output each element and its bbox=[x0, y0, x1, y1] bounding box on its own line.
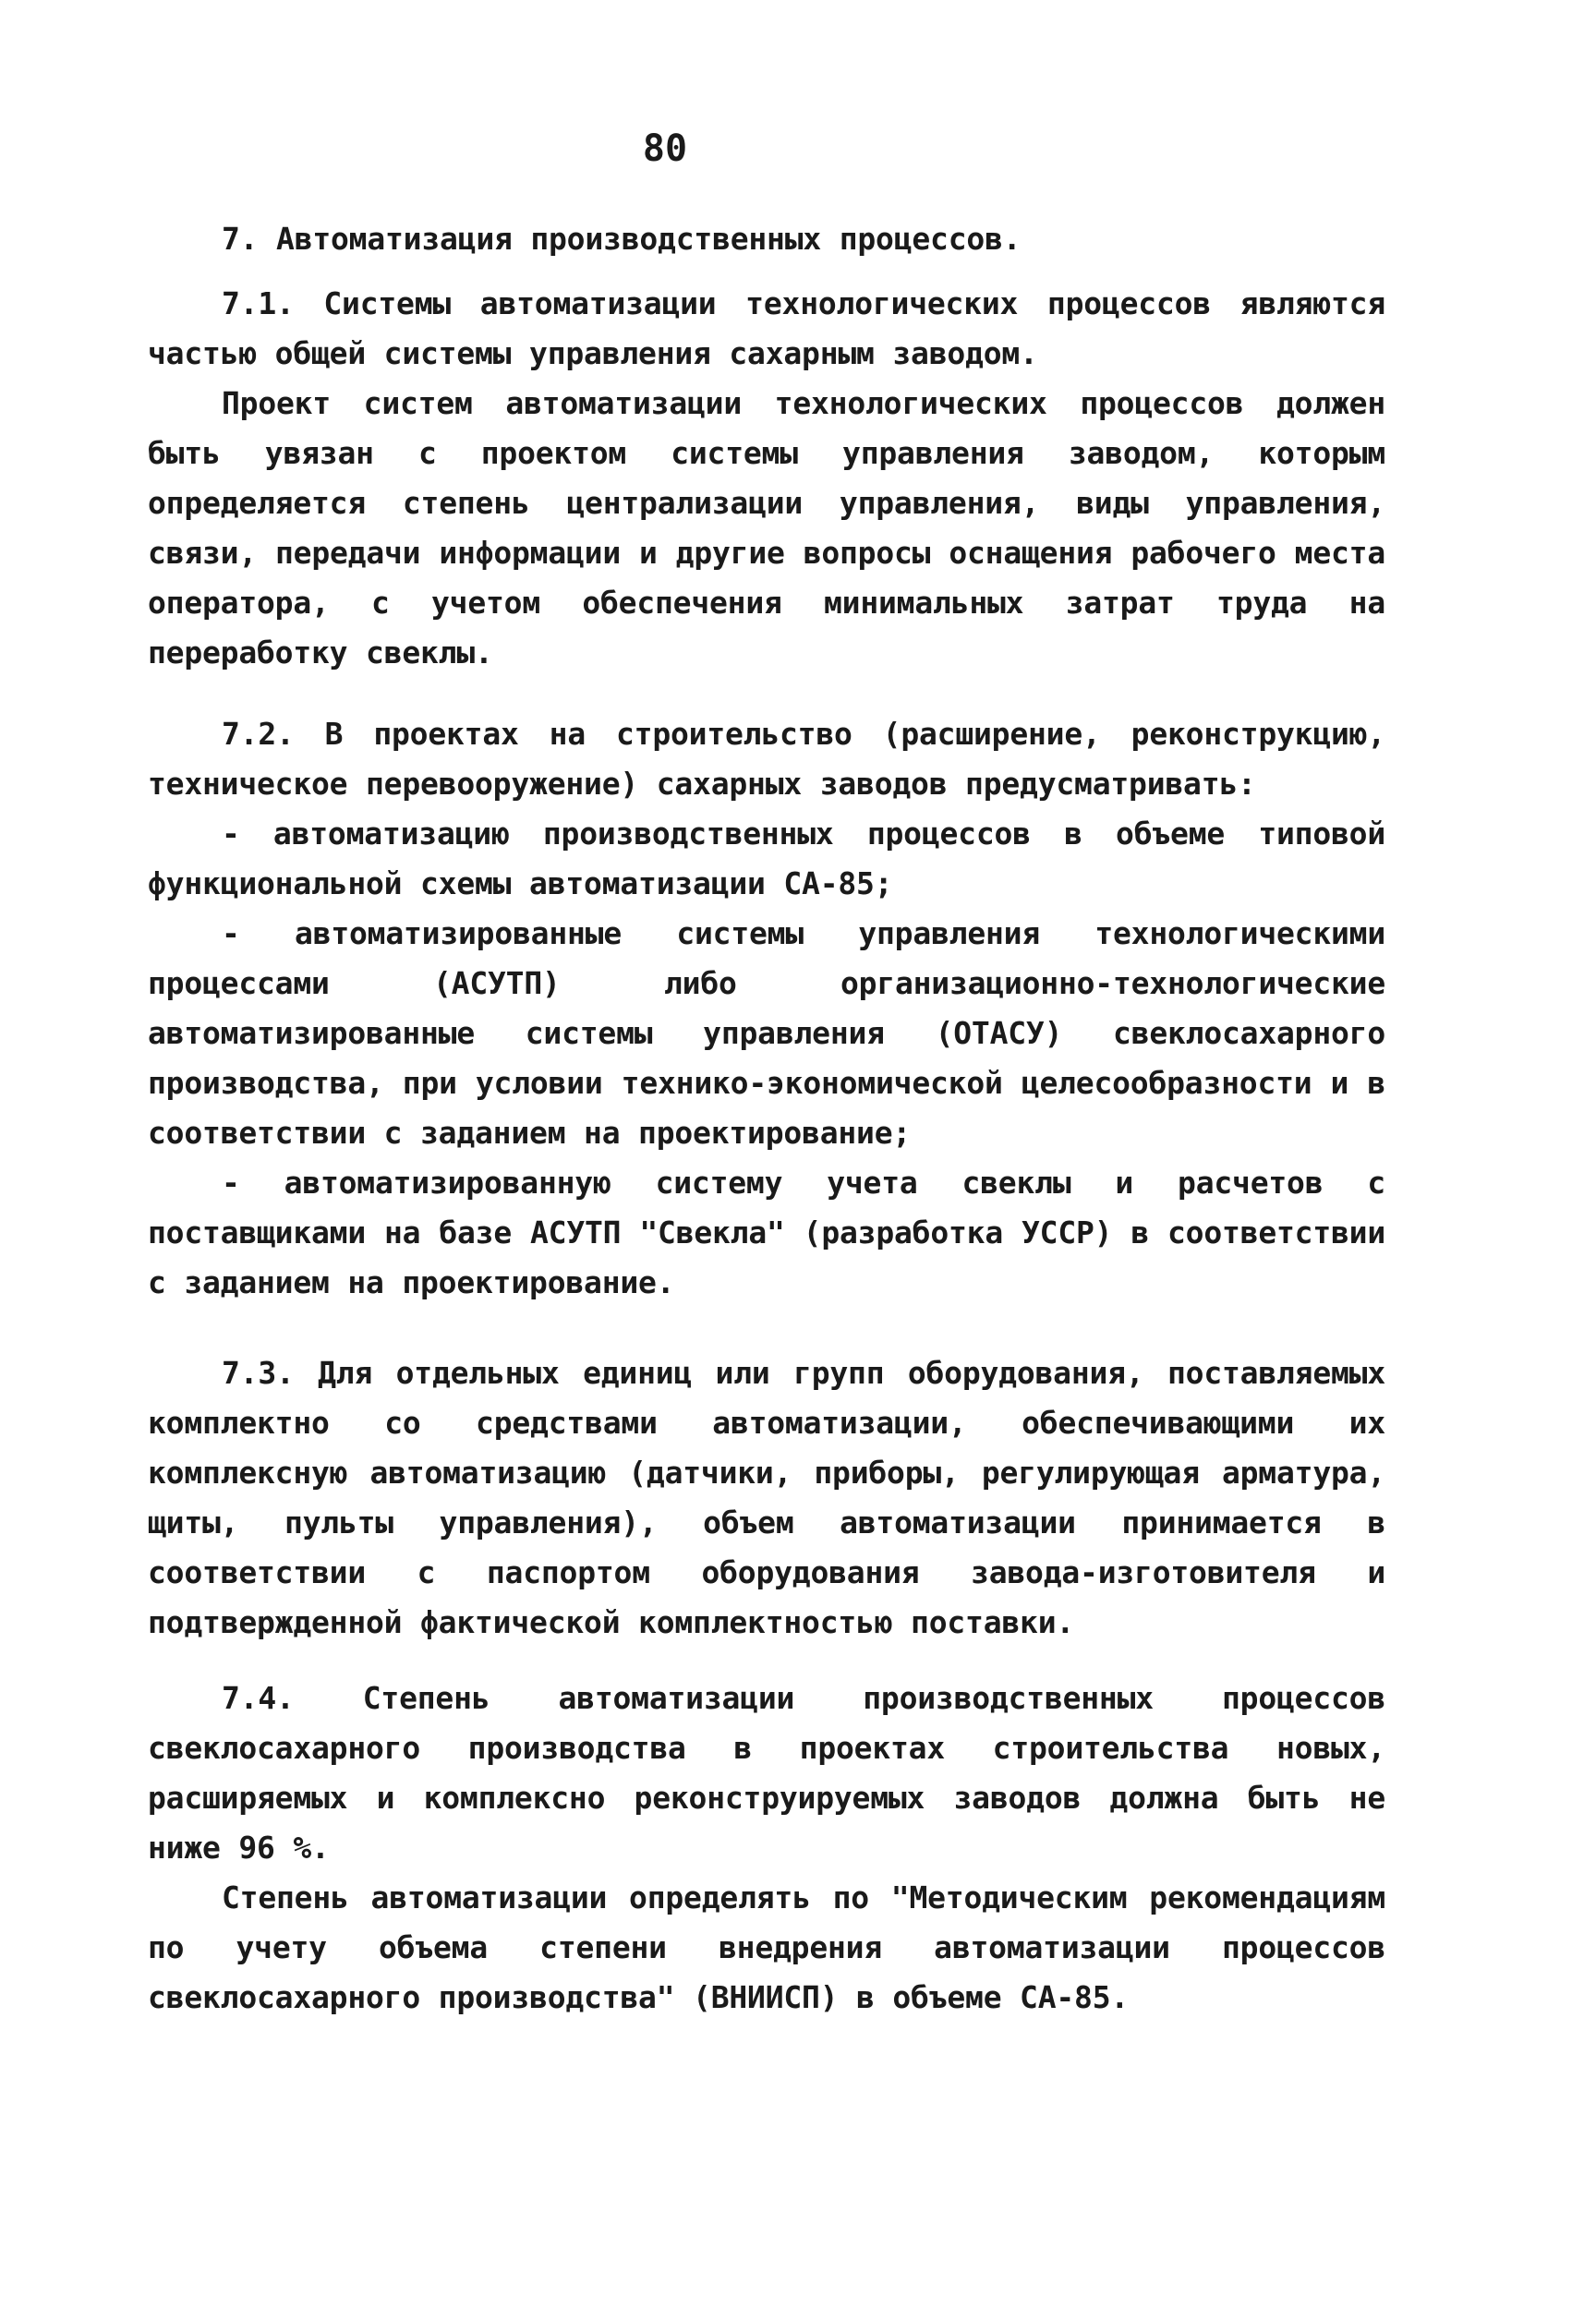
paragraph-7-1: 7.1. Системы автоматизации технологических процессов являются частью общей системы управления сахарным заводом. bbox=[148, 285, 1385, 371]
list-item-beet-accounting: - автоматизированную систему учета свеклы и расчетов с поставщиками на базе АСУТП "Свекла" (разработка УССР) в соответствии с заданием на проектирование. bbox=[148, 1165, 1385, 1300]
list-item-automation-scheme: - автоматизацию производственных процессов в объеме типовой функциональной схемы автоматизации СА-85; bbox=[148, 816, 1385, 901]
paragraph-7-4: 7.4. Степень автоматизации производственных процессов свеклосахарного производства в проектах строительства новых, расширяемых и комплексно реконструируемых заводов должна быть не ниже 96 %. bbox=[148, 1680, 1385, 1866]
paragraph-7-1-project: Проект систем автоматизации технологических процессов должен быть увязан с проектом системы управления заводом, которым определяется степень централизации управления, виды управления, связи, передачи информации и другие вопросы оснащения рабочего места оператора, с учетом обеспечения минимальных затрат труда на переработку свеклы. bbox=[148, 385, 1385, 671]
paragraph-7-3: 7.3. Для отдельных единиц или групп оборудования, поставляемых комплектно со средствами автоматизации, обеспечивающими их комплексную автоматизацию (датчики, приборы, регулирующая арматура, щиты, пульты управления), объем автоматизации принимается в соответствии с паспортом оборудования завода-изготовителя и подтвержденной фактической комплектностью поставки. bbox=[148, 1355, 1385, 1640]
section-heading: 7. Автоматизация производственных процессов. bbox=[222, 221, 1022, 257]
page-number: 80 bbox=[642, 127, 688, 170]
paragraph-7-4-method: Степень автоматизации определять по "Методическим рекомендациям по учету объема степени внедрения автоматизации процессов свеклосахарного производства" (ВНИИСП) в объеме СА-85. bbox=[148, 1879, 1385, 2015]
list-item-asutp: - автоматизированные системы управления технологическими процессами (АСУТП) либо организационно-технологические автоматизированные системы управления (ОТАСУ) свеклосахарного производства, при условии технико-экономической целесообразности и в соответствии с заданием на проектирование; bbox=[148, 915, 1385, 1151]
paragraph-7-2: 7.2. В проектах на строительство (расширение, реконструкцию, техническое перевооружение) сахарных заводов предусматривать: bbox=[148, 716, 1385, 802]
